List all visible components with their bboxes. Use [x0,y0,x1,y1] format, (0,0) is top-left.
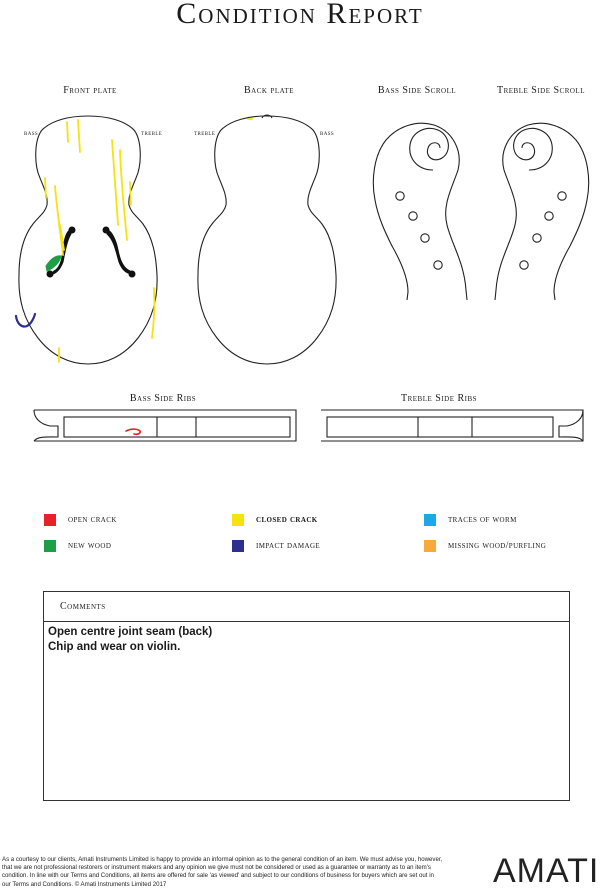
closed-crack-marks [45,119,252,362]
legend-label: closed crack [256,515,318,525]
disclaimer-text: As a courtesy to our clients, Amati Instruments Limited is happy to provide an informal opinion as to the general condition of an item. We must advise you, however, that we are not professional restorers or instrument makers and any opinion we give must not be considered or used as a guarantee or warranty as to an item's condition. In line with our Terms and Conditions, all items are offered for sale 'as viewed' and subject to our conditions of business for buyers which are set out in our Terms and Conditions. © Amati Instruments Limited 2017 [2,856,443,888]
front-bass-side-label: bass [24,130,39,137]
legend-swatch [44,540,56,552]
legend-label: open crack [68,515,117,525]
bass-scroll-outline [373,123,467,300]
legend-swatch [424,514,436,526]
amati-logo: AMATI [493,852,600,890]
legend-item-traces-of-worm [424,513,517,527]
treble-side-ribs-label: Treble Side Ribs [400,393,478,404]
comment-line: Chip and wear on violin. [48,641,181,653]
back-treble-side-label: treble [194,130,216,137]
legend-label: traces of worm [448,515,517,525]
legend-item-new-wood [44,539,111,553]
legend-item-closed-crack [232,513,318,527]
legend-label: impact damage [256,541,321,551]
open-crack-mark [126,429,140,434]
legend-swatch [232,514,244,526]
treble-ribs-outline [321,410,583,441]
front-treble-side-label: treble [141,130,163,137]
legend-swatch [44,514,56,526]
bass-ribs-outline [34,410,296,441]
back-bass-side-label: bass [320,130,335,137]
legend-label: new wood [68,541,112,551]
back-plate-label: Back plate [244,85,294,96]
legend-swatch [424,540,436,552]
legend-item-missing-wood-purfling [424,539,546,553]
bass-side-ribs-label: Bass Side Ribs [129,393,197,404]
comments-box [43,591,570,801]
legend-label: missing wood/purfling [448,541,547,551]
bass-side-scroll-label: Bass Side Scroll [377,85,457,96]
legend-item-open-crack [44,513,117,527]
treble-f-hole [107,230,133,274]
legend-swatch [232,540,244,552]
treble-side-scroll-label: Treble Side Scroll [496,85,585,96]
legend-item-impact-damage [232,539,320,553]
comments-heading: Comments [44,592,569,622]
comment-line: Open centre joint seam (back) [48,626,213,638]
front-plate-outline [19,116,157,364]
front-plate-label: Front plate [63,85,117,96]
back-plate-outline [198,116,336,364]
comments-body[interactable] [44,622,569,655]
treble-scroll-outline [495,123,589,300]
page-title: Condition Report [176,0,424,30]
